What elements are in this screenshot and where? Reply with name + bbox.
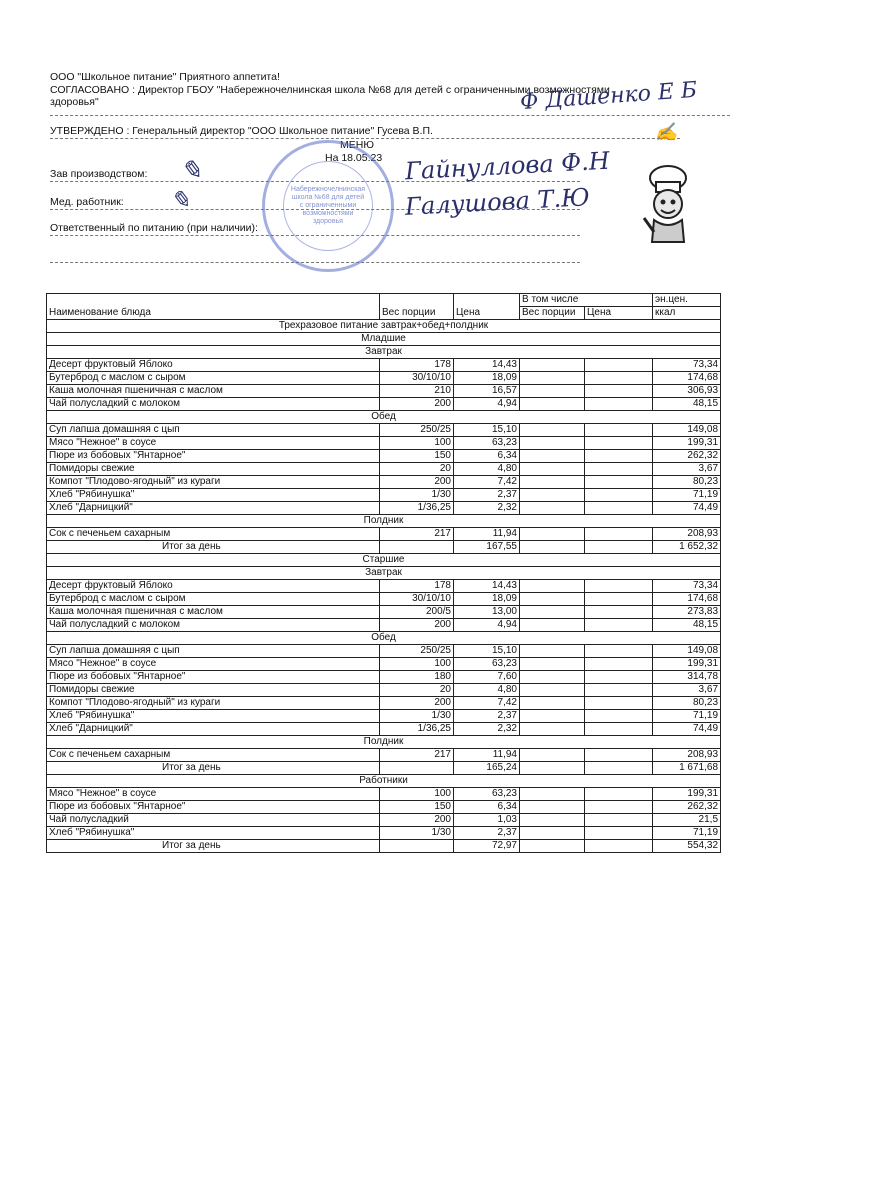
total-label: Итог за день: [47, 541, 380, 554]
section-label: Полдник: [47, 736, 721, 749]
section-label: Обед: [47, 632, 721, 645]
dish-weight: 217: [380, 528, 454, 541]
total-incl-price: [585, 840, 653, 853]
dish-weight: 200: [380, 814, 454, 827]
total-row: [47, 541, 721, 554]
dish-incl-price: [585, 489, 653, 502]
dish-price: 2,37: [454, 827, 520, 840]
dish-incl-price: [585, 697, 653, 710]
dish-price: 2,32: [454, 502, 520, 515]
table-row: [47, 788, 721, 801]
dish-name: Мясо "Нежное" в соусе: [47, 788, 380, 801]
dish-name: Пюре из бобовых "Янтарное": [47, 801, 380, 814]
dish-incl-weight: [520, 580, 585, 593]
total-energy: 1 671,68: [653, 762, 721, 775]
dish-incl-weight: [520, 658, 585, 671]
total-weight: [380, 762, 454, 775]
dish-energy: 3,67: [653, 463, 721, 476]
dish-energy: 80,23: [653, 476, 721, 489]
dish-price: 4,80: [454, 463, 520, 476]
total-price: 72,97: [454, 840, 520, 853]
dish-incl-weight: [520, 619, 585, 632]
dish-energy: 149,08: [653, 645, 721, 658]
dish-incl-price: [585, 658, 653, 671]
dish-name: Компот "Плодово-ягодный" из кураги: [47, 697, 380, 710]
table-row: [47, 827, 721, 840]
dish-name: Хлеб "Рябинушка": [47, 710, 380, 723]
dish-weight: 30/10/10: [380, 372, 454, 385]
section-label: Полдник: [47, 515, 721, 528]
dish-energy: 3,67: [653, 684, 721, 697]
col-header-incl-price: Цена: [585, 307, 653, 320]
dish-incl-price: [585, 398, 653, 411]
dish-energy: 73,34: [653, 580, 721, 593]
dish-incl-weight: [520, 476, 585, 489]
dish-energy: 71,19: [653, 489, 721, 502]
dish-incl-price: [585, 476, 653, 489]
table-row: [47, 801, 721, 814]
dish-weight: 250/25: [380, 424, 454, 437]
dish-energy: 262,32: [653, 450, 721, 463]
dish-price: 15,10: [454, 645, 520, 658]
dish-price: 7,60: [454, 671, 520, 684]
dish-incl-price: [585, 463, 653, 476]
table-row: [47, 372, 721, 385]
col-header-incl-weight: Вес порции: [520, 307, 585, 320]
dish-incl-price: [585, 710, 653, 723]
total-incl-price: [585, 762, 653, 775]
dish-incl-weight: [520, 437, 585, 450]
dish-price: 2,37: [454, 489, 520, 502]
dish-weight: 20: [380, 463, 454, 476]
dish-incl-weight: [520, 385, 585, 398]
section-label: Завтрак: [47, 567, 721, 580]
dish-name: Каша молочная пшеничная с маслом: [47, 385, 380, 398]
total-price: 167,55: [454, 541, 520, 554]
dish-price: 7,42: [454, 697, 520, 710]
dish-energy: 174,68: [653, 372, 721, 385]
total-price: 165,24: [454, 762, 520, 775]
dish-incl-price: [585, 619, 653, 632]
col-header-energy-2: ккал: [653, 307, 721, 320]
dish-energy: 174,68: [653, 593, 721, 606]
dish-price: 7,42: [454, 476, 520, 489]
dish-incl-weight: [520, 749, 585, 762]
dish-weight: 1/30: [380, 489, 454, 502]
dish-price: 4,94: [454, 619, 520, 632]
dish-name: Чай полусладкий с молоком: [47, 398, 380, 411]
dish-name: Пюре из бобовых "Янтарное": [47, 450, 380, 463]
table-row: [47, 710, 721, 723]
total-incl-weight: [520, 541, 585, 554]
dish-price: 14,43: [454, 359, 520, 372]
dish-incl-weight: [520, 827, 585, 840]
dish-energy: 199,31: [653, 658, 721, 671]
dish-name: Бутерброд с маслом с сыром: [47, 372, 380, 385]
table-row: [47, 476, 721, 489]
total-energy: 554,32: [653, 840, 721, 853]
table-row: [47, 684, 721, 697]
total-incl-price: [585, 541, 653, 554]
org-line: ООО "Школьное питание" Приятного аппетита!: [50, 71, 280, 83]
medic-label: Мед. работник:: [50, 196, 124, 208]
dish-incl-weight: [520, 814, 585, 827]
stamp-text: Набережночелнинская школа №68 для детей с ограниченными возможностями здоровья: [283, 161, 373, 251]
table-row: [47, 528, 721, 541]
dish-energy: 74,49: [653, 502, 721, 515]
dish-price: 4,94: [454, 398, 520, 411]
table-row: [47, 359, 721, 372]
dish-energy: 273,83: [653, 606, 721, 619]
dish-weight: 100: [380, 788, 454, 801]
dish-incl-weight: [520, 489, 585, 502]
table-row: [47, 606, 721, 619]
total-row: [47, 840, 721, 853]
dish-name: Хлеб "Дарницкий": [47, 502, 380, 515]
table-row: [47, 645, 721, 658]
dish-name: Десерт фруктовый Яблоко: [47, 359, 380, 372]
dish-incl-weight: [520, 723, 585, 736]
menu-table-body: [47, 320, 721, 853]
dish-weight: 1/30: [380, 710, 454, 723]
dish-price: 6,34: [454, 801, 520, 814]
dish-incl-price: [585, 645, 653, 658]
dish-weight: 217: [380, 749, 454, 762]
dish-name: Бутерброд с маслом с сыром: [47, 593, 380, 606]
section-label: Трехразовое питание завтрак+обед+полдник: [47, 320, 721, 333]
dish-energy: 262,32: [653, 801, 721, 814]
section-row: [47, 320, 721, 333]
dish-weight: 178: [380, 359, 454, 372]
table-row: [47, 593, 721, 606]
table-row: [47, 671, 721, 684]
dish-energy: 314,78: [653, 671, 721, 684]
dish-incl-weight: [520, 606, 585, 619]
section-row: [47, 775, 721, 788]
dish-price: 2,32: [454, 723, 520, 736]
dish-weight: 1/36,25: [380, 723, 454, 736]
menu-table: [46, 293, 721, 853]
dish-incl-price: [585, 359, 653, 372]
section-row: [47, 346, 721, 359]
dish-price: 63,23: [454, 658, 520, 671]
section-row: [47, 515, 721, 528]
dish-name: Чай полусладкий с молоком: [47, 619, 380, 632]
dish-incl-weight: [520, 372, 585, 385]
dish-incl-price: [585, 593, 653, 606]
table-row: [47, 463, 721, 476]
dish-name: Помидоры свежие: [47, 684, 380, 697]
dish-weight: 150: [380, 450, 454, 463]
total-weight: [380, 840, 454, 853]
dish-incl-weight: [520, 359, 585, 372]
dish-incl-price: [585, 437, 653, 450]
divider: [50, 115, 730, 116]
dish-incl-weight: [520, 502, 585, 515]
medic-signature: ✎: [170, 186, 191, 214]
section-label: Завтрак: [47, 346, 721, 359]
dish-name: Хлеб "Рябинушка": [47, 827, 380, 840]
agreed-line: СОГЛАСОВАНО : Директор ГБОУ "Набережночелнинская школа №68 для детей с ограниченными возможностями здоровья": [50, 84, 610, 108]
dish-incl-price: [585, 814, 653, 827]
table-row: [47, 723, 721, 736]
approved-line: УТВЕРЖДЕНО : Генеральный директор "ООО Школьное питание" Гусева В.П.: [50, 125, 433, 137]
dish-incl-weight: [520, 424, 585, 437]
dish-name: Десерт фруктовый Яблоко: [47, 580, 380, 593]
dish-incl-price: [585, 528, 653, 541]
dish-weight: 200: [380, 476, 454, 489]
table-row: [47, 450, 721, 463]
dish-incl-weight: [520, 801, 585, 814]
dish-weight: 178: [380, 580, 454, 593]
dish-price: 15,10: [454, 424, 520, 437]
table-row: [47, 437, 721, 450]
dish-incl-weight: [520, 684, 585, 697]
table-row: [47, 580, 721, 593]
dish-price: 6,34: [454, 450, 520, 463]
dish-price: 11,94: [454, 749, 520, 762]
table-row: [47, 814, 721, 827]
total-incl-weight: [520, 762, 585, 775]
dish-weight: 1/36,25: [380, 502, 454, 515]
dish-incl-weight: [520, 697, 585, 710]
dish-name: Хлеб "Рябинушка": [47, 489, 380, 502]
col-header-energy-1: эн.цен.: [653, 294, 721, 307]
dish-price: 4,80: [454, 684, 520, 697]
col-header-incl: В том числе: [520, 294, 653, 307]
dish-incl-price: [585, 827, 653, 840]
dish-incl-price: [585, 385, 653, 398]
dish-price: 63,23: [454, 437, 520, 450]
dish-energy: 71,19: [653, 827, 721, 840]
dish-energy: 71,19: [653, 710, 721, 723]
dish-energy: 208,93: [653, 749, 721, 762]
dish-incl-price: [585, 450, 653, 463]
agreed-signature: Ф Дашенко Е Б: [519, 77, 698, 116]
section-label: Обед: [47, 411, 721, 424]
dish-price: 18,09: [454, 593, 520, 606]
table-row: [47, 398, 721, 411]
manager-label: Зав производством:: [50, 168, 148, 180]
responsible-label: Ответственный по питанию (при наличии):: [50, 222, 258, 234]
total-label: Итог за день: [47, 762, 380, 775]
total-row: [47, 762, 721, 775]
manager-signature: ✎: [180, 156, 202, 186]
dish-incl-price: [585, 372, 653, 385]
dish-weight: 250/25: [380, 645, 454, 658]
dish-price: 14,43: [454, 580, 520, 593]
total-label: Итог за день: [47, 840, 380, 853]
total-incl-weight: [520, 840, 585, 853]
dish-incl-weight: [520, 593, 585, 606]
section-row: [47, 567, 721, 580]
table-header-row: [47, 294, 721, 307]
dish-weight: 210: [380, 385, 454, 398]
medic-name-handwritten: Галушова Т.Ю: [404, 183, 591, 221]
dish-energy: 149,08: [653, 424, 721, 437]
dish-name: Помидоры свежие: [47, 463, 380, 476]
dish-incl-price: [585, 684, 653, 697]
dish-weight: 180: [380, 671, 454, 684]
section-label: Старшие: [47, 554, 721, 567]
table-row: [47, 385, 721, 398]
dish-energy: 208,93: [653, 528, 721, 541]
section-row: [47, 554, 721, 567]
dish-name: Чай полусладкий: [47, 814, 380, 827]
section-row: [47, 411, 721, 424]
dish-weight: 150: [380, 801, 454, 814]
dish-weight: 200: [380, 697, 454, 710]
dish-name: Суп лапша домашняя с цып: [47, 424, 380, 437]
dish-name: Пюре из бобовых "Янтарное": [47, 671, 380, 684]
section-row: [47, 736, 721, 749]
manager-name-handwritten: Гайнуллова Ф.Н: [404, 146, 611, 186]
col-header-price: Цена: [454, 294, 520, 320]
dish-weight: 200: [380, 398, 454, 411]
dish-energy: 199,31: [653, 437, 721, 450]
dish-incl-weight: [520, 645, 585, 658]
dish-energy: 48,15: [653, 398, 721, 411]
chef-logo-icon: [636, 160, 700, 244]
dish-incl-weight: [520, 450, 585, 463]
dish-incl-weight: [520, 463, 585, 476]
dish-name: Мясо "Нежное" в соусе: [47, 437, 380, 450]
dish-incl-price: [585, 671, 653, 684]
dish-weight: 200/5: [380, 606, 454, 619]
total-energy: 1 652,32: [653, 541, 721, 554]
dish-incl-price: [585, 502, 653, 515]
dish-price: 1,03: [454, 814, 520, 827]
dish-name: Мясо "Нежное" в соусе: [47, 658, 380, 671]
dish-incl-price: [585, 788, 653, 801]
approved-signature-mark: ✍: [655, 122, 678, 143]
dish-weight: 1/30: [380, 827, 454, 840]
dish-incl-weight: [520, 788, 585, 801]
official-stamp: [262, 140, 394, 272]
section-row: [47, 632, 721, 645]
dish-price: 11,94: [454, 528, 520, 541]
menu-date: На 18.05.23: [325, 152, 383, 164]
dish-weight: 20: [380, 684, 454, 697]
dish-price: 16,57: [454, 385, 520, 398]
table-row: [47, 749, 721, 762]
dish-energy: 74,49: [653, 723, 721, 736]
col-header-name: Наименование блюда: [47, 294, 380, 320]
menu-title: МЕНЮ: [340, 139, 374, 151]
dish-name: Сок с печеньем сахарным: [47, 528, 380, 541]
dish-price: 18,09: [454, 372, 520, 385]
dish-name: Суп лапша домашняя с цып: [47, 645, 380, 658]
total-weight: [380, 541, 454, 554]
table-row: [47, 697, 721, 710]
section-row: [47, 333, 721, 346]
dish-incl-price: [585, 723, 653, 736]
dish-energy: 21,5: [653, 814, 721, 827]
table-row: [47, 424, 721, 437]
dish-weight: 100: [380, 437, 454, 450]
dish-incl-weight: [520, 398, 585, 411]
section-label: Работники: [47, 775, 721, 788]
dish-incl-weight: [520, 671, 585, 684]
dish-energy: 80,23: [653, 697, 721, 710]
dish-name: Хлеб "Дарницкий": [47, 723, 380, 736]
table-row: [47, 489, 721, 502]
col-header-weight: Вес порции: [380, 294, 454, 320]
dish-incl-price: [585, 606, 653, 619]
dish-weight: 30/10/10: [380, 593, 454, 606]
dish-price: 63,23: [454, 788, 520, 801]
dish-incl-price: [585, 424, 653, 437]
dish-incl-price: [585, 580, 653, 593]
dish-energy: 73,34: [653, 359, 721, 372]
dish-energy: 199,31: [653, 788, 721, 801]
dish-incl-weight: [520, 710, 585, 723]
dish-energy: 306,93: [653, 385, 721, 398]
table-row: [47, 619, 721, 632]
dish-incl-weight: [520, 528, 585, 541]
dish-incl-price: [585, 749, 653, 762]
dish-name: Сок с печеньем сахарным: [47, 749, 380, 762]
dish-name: Каша молочная пшеничная с маслом: [47, 606, 380, 619]
dish-price: 2,37: [454, 710, 520, 723]
dish-price: 13,00: [454, 606, 520, 619]
dish-energy: 48,15: [653, 619, 721, 632]
dish-name: Компот "Плодово-ягодный" из кураги: [47, 476, 380, 489]
dish-weight: 200: [380, 619, 454, 632]
dish-weight: 100: [380, 658, 454, 671]
section-label: Младшие: [47, 333, 721, 346]
table-row: [47, 658, 721, 671]
dish-incl-price: [585, 801, 653, 814]
table-row: [47, 502, 721, 515]
